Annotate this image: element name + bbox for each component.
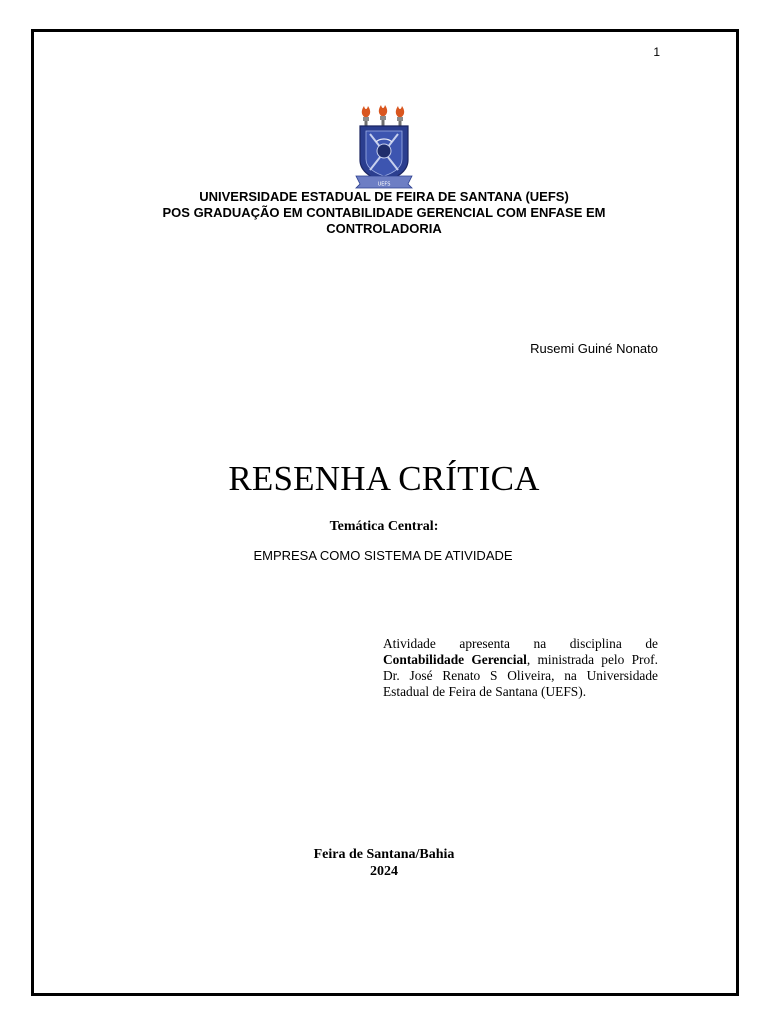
theme-label: Temática Central: xyxy=(329,519,439,534)
footer-year: 2024 xyxy=(370,864,398,879)
institution-header xyxy=(60,189,708,237)
author-name: Rusemi Guiné Nonato xyxy=(530,341,658,356)
note-text-1: Atividade apresenta na disciplina de xyxy=(383,636,658,651)
header-line-2: POS GRADUAÇÃO EM CONTABILIDADE GERENCIAL COM ENFASE EM xyxy=(162,205,606,220)
seal-ribbon-text: UEFS xyxy=(377,181,391,188)
note-course-name: Contabilidade Gerencial xyxy=(383,652,527,667)
torch-icon xyxy=(379,105,387,127)
theme-value: EMPRESA COMO SISTEMA DE ATIVIDADE xyxy=(253,548,513,563)
document-title: RESENHA CRÍTICA xyxy=(228,459,540,498)
footer xyxy=(0,846,768,880)
header-line-1: UNIVERSIDADE ESTADUAL DE FEIRA DE SANTANA (UEFS) xyxy=(199,189,569,204)
header-line-3: CONTROLADORIA xyxy=(326,221,442,236)
uefs-seal-icon xyxy=(352,104,416,190)
presentation-note xyxy=(383,636,658,700)
note-text-2: , ministrada pelo Prof. Dr. José Renato S Oliveira, na Universidade Estadual de Feira de Santana (UEFS). xyxy=(383,652,658,699)
page-number: 1 xyxy=(653,45,660,59)
torch-icon xyxy=(362,106,370,127)
torch-icon xyxy=(396,106,404,127)
footer-place: Feira de Santana/Bahia xyxy=(313,847,455,862)
